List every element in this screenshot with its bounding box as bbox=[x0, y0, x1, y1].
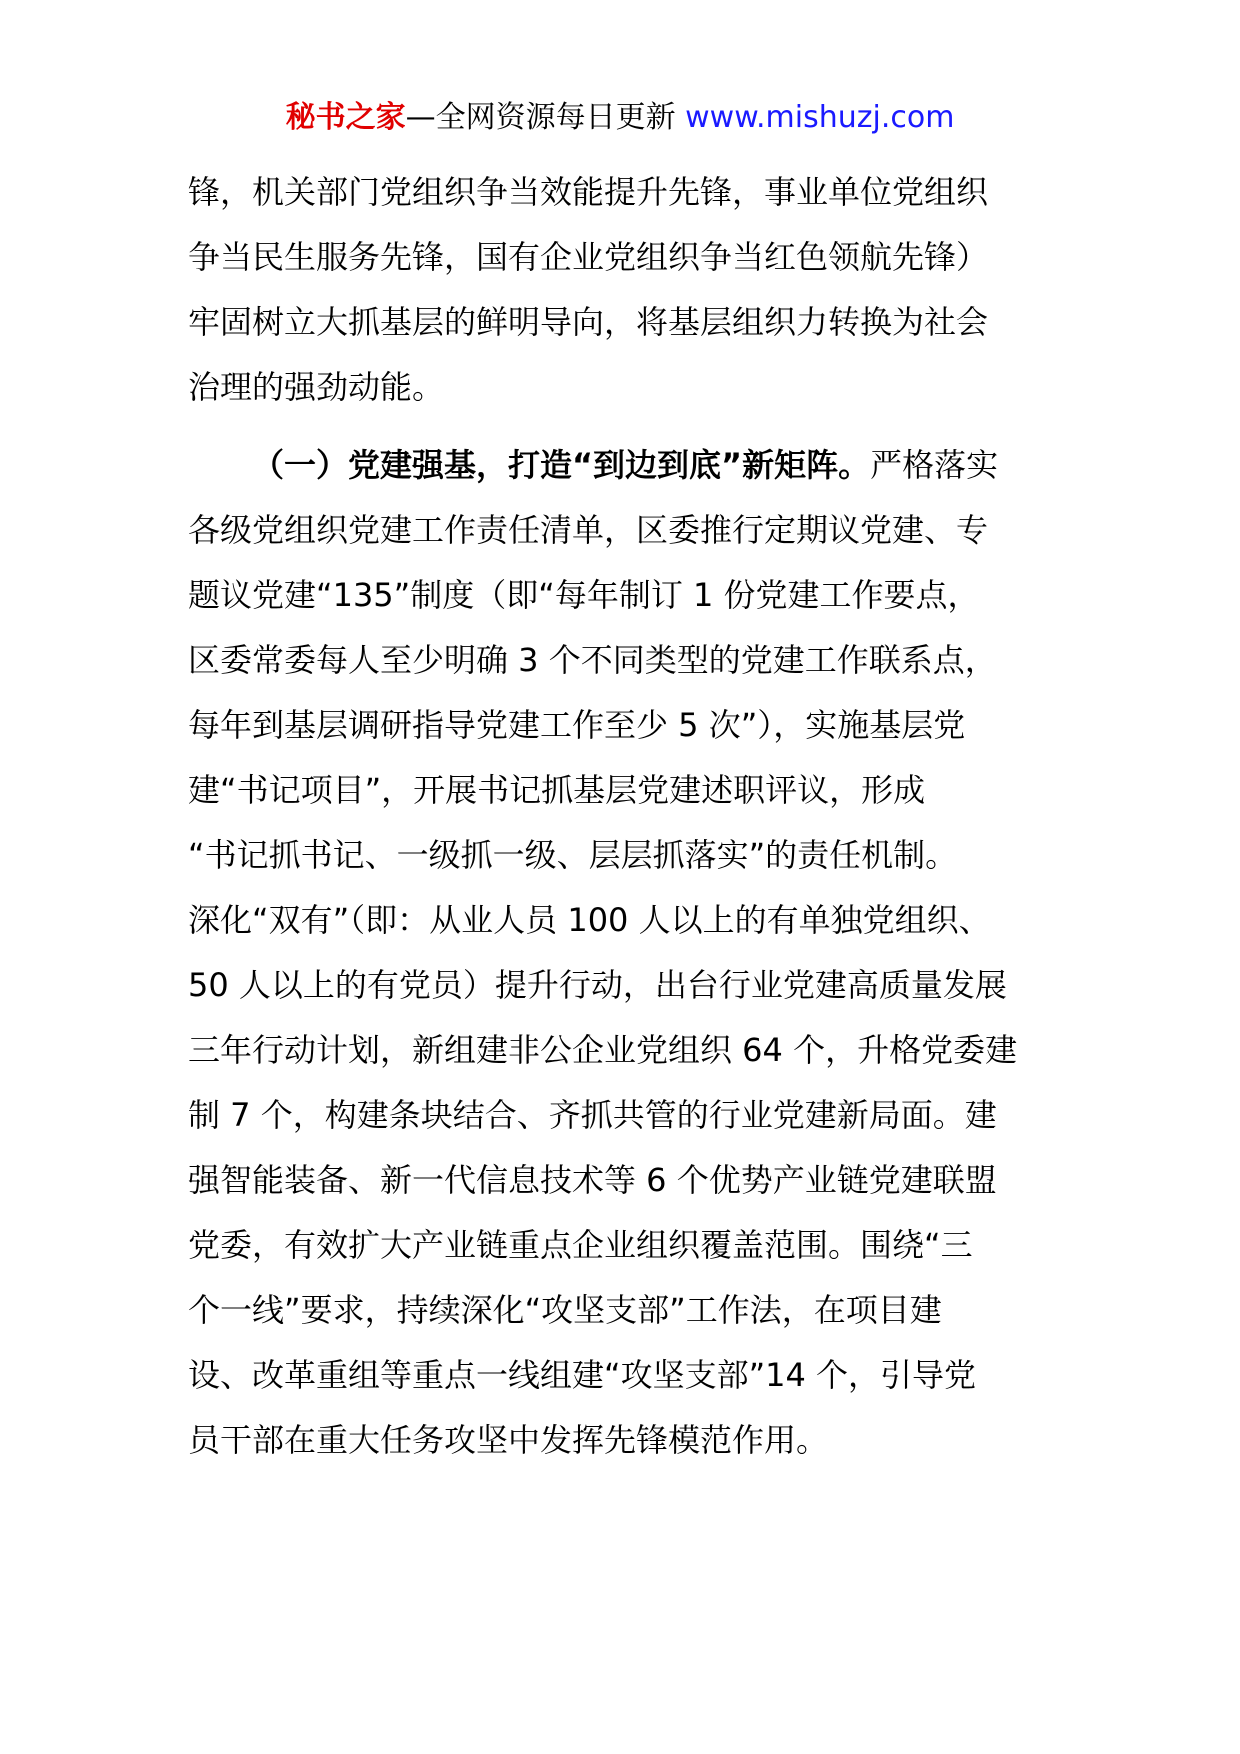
text-line: 员干部在重大任务攻坚中发挥先锋模范作用。 bbox=[188, 1421, 829, 1459]
text-line: 强智能装备、新一代信息技术等 6 个优势产业链党建联盟 bbox=[188, 1161, 997, 1199]
text-line: 治理的强劲动能。 bbox=[188, 368, 445, 406]
section-heading: （一）党建强基，打造“到边到底”新矩阵。 bbox=[252, 446, 871, 484]
text-line: 三年行动计划，新组建非公企业党组织 64 个，升格党委建 bbox=[188, 1031, 1018, 1069]
text-line: 建“书记项目”，开展书记抓基层党建述职评议，形成 bbox=[188, 771, 926, 809]
text-line: 区委常委每人至少明确 3 个不同类型的党建工作联系点， bbox=[188, 641, 997, 679]
heading-trailing-text: 严格落实 bbox=[870, 446, 999, 484]
site-header bbox=[0, 98, 1240, 138]
text-line: 制 7 个，构建条块结合、齐抓共管的行业党建新局面。建 bbox=[188, 1096, 997, 1134]
text-line: “书记抓书记、一级抓一级、层层抓落实”的责任机制。 bbox=[188, 836, 958, 874]
text-line: 个一线”要求，持续深化“攻坚支部”工作法，在项目建 bbox=[188, 1291, 942, 1329]
header-tagline: —全网资源每日更新 bbox=[405, 100, 686, 135]
text-line: 争当民生服务先锋，国有企业党组织争当红色领航先锋） bbox=[188, 238, 989, 276]
brand-name: 秘书之家 bbox=[285, 100, 406, 135]
paragraph-first-line bbox=[188, 433, 1068, 498]
text-line: 各级党组织党建工作责任清单，区委推行定期议党建、专 bbox=[188, 511, 989, 549]
text-line: 深化“双有”（即：从业人员 100 人以上的有单独党组织、 bbox=[188, 901, 991, 939]
text-line: 牢固树立大抓基层的鲜明导向，将基层组织力转换为社会 bbox=[188, 303, 989, 341]
text-line: 设、改革重组等重点一线组建“攻坚支部”14 个，引导党 bbox=[188, 1356, 977, 1394]
text-line: 题议党建“135”制度（即“每年制订 1 份党建工作要点， bbox=[188, 576, 980, 614]
paragraph-1 bbox=[188, 160, 1068, 420]
text-line: 锋，机关部门党组织争当效能提升先锋，事业单位党组织 bbox=[188, 173, 989, 211]
text-line: 党委，有效扩大产业链重点企业组织覆盖范围。围绕“三 bbox=[188, 1226, 973, 1264]
text-line: 50 人以上的有党员）提升行动，出台行业党建高质量发展 bbox=[188, 966, 1007, 1004]
website-link[interactable]: www.mishuzj.com bbox=[685, 100, 955, 135]
document-body bbox=[188, 160, 1068, 1473]
paragraph-2 bbox=[188, 433, 1068, 1473]
text-line: 每年到基层调研指导党建工作至少 5 次”），实施基层党 bbox=[188, 706, 966, 744]
